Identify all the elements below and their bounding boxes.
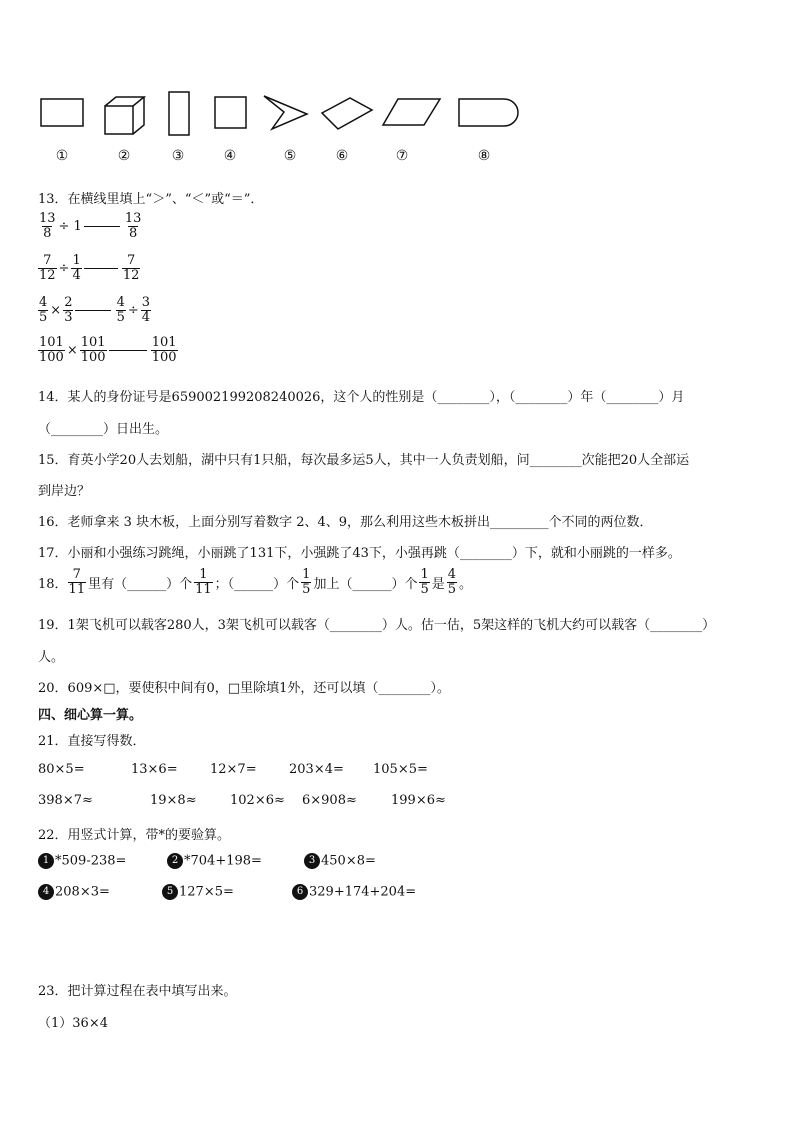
- circled-number-icon: 1: [38, 853, 54, 869]
- circled-number-icon: 4: [38, 884, 54, 900]
- circled-number-icon: 5: [162, 884, 178, 900]
- answer-blank[interactable]: [75, 310, 111, 311]
- q13-row2: $\frac{7}{12}$ ÷ $\frac{1}{4}$ $\frac{7}{12}$: [39, 253, 140, 283]
- answer-blank[interactable]: [109, 350, 147, 351]
- q18-text: 18． $\frac{7}{11}$ 里有（______）个 $\frac{1}{11}$ ；（______）个 $\frac{1}{5}$ 加上（______）个 $\frac{1}{5}$ 是 $\frac{4}{5}$ 。: [38, 567, 473, 597]
- section-4-heading: 四、细心算一算。: [38, 708, 143, 723]
- shape-label-4: ④: [223, 148, 237, 164]
- q23-text: 23．把计算过程在表中填写出来。: [38, 984, 237, 999]
- q21-item: 6×908≈: [302, 793, 357, 808]
- fraction: $\frac{3}{4}$: [141, 295, 151, 325]
- circled-number-icon: 3: [304, 853, 320, 869]
- shape-label-5: ⑤: [283, 148, 297, 164]
- q22-item: 1 *509-238=: [38, 853, 126, 869]
- q21-item: 398×7≈: [38, 793, 93, 808]
- q22-item: 5 127×5=: [162, 884, 234, 900]
- q22-text: 22．用竖式计算，带*的要验算。: [38, 828, 231, 843]
- shape-label-7: ⑦: [395, 148, 409, 164]
- q15-line1: 15．育英小学20人去划船，湖中只有1只船，每次最多运5人，其中一人负责划船，问________次能把20人全部运: [38, 453, 690, 468]
- fraction: $\frac{1}{4}$: [72, 253, 81, 283]
- shape-label-3: ③: [171, 148, 185, 164]
- q17-text: 17．小丽和小强练习跳绳，小丽跳了131下，小强跳了43下，小强再跳（________）下，就和小丽跳的一样多。: [38, 546, 681, 561]
- q21-item: 203×4=: [289, 762, 344, 777]
- q22-item: 6 329+174+204=: [292, 884, 416, 900]
- answer-blank[interactable]: [84, 268, 118, 269]
- q13-row4: $\frac{101}{100}$ × $\frac{101}{100}$ $\frac{101}{100}$: [39, 335, 177, 365]
- shape-7-parallelogram-icon: [382, 98, 442, 128]
- shape-6-kite-icon: [320, 96, 374, 132]
- fraction: $\frac{7}{11}$: [68, 567, 86, 597]
- fraction: $\frac{4}{5}$: [39, 295, 48, 325]
- shape-4-square-icon: [214, 96, 248, 130]
- fraction: $\frac{2}{3}$: [64, 295, 73, 325]
- shape-8-rounded-tab-icon: [458, 98, 520, 128]
- q19-line2: 人。: [38, 650, 65, 665]
- fraction: $\frac{1}{5}$: [420, 567, 429, 597]
- shape-3-tall-rectangle-icon: [168, 91, 192, 137]
- q22-item: 4 208×3=: [38, 884, 110, 900]
- q13-row3: $\frac{4}{5}$ × $\frac{2}{3}$ $\frac{4}{5}$ ÷ $\frac{3}{4}$: [39, 295, 151, 325]
- shape-1-rectangle-icon: [40, 98, 84, 128]
- fraction: $\frac{13}{8}$: [39, 211, 56, 241]
- q21-item: 199×6≈: [391, 793, 446, 808]
- q21-text: 21．直接写得数．: [38, 734, 146, 749]
- fraction: $\frac{1}{5}$: [302, 567, 311, 597]
- q22-item: 3 450×8=: [304, 853, 376, 869]
- answer-blank[interactable]: [84, 226, 120, 227]
- q21-item: 105×5=: [373, 762, 428, 777]
- q21-item: 19×8≈: [150, 793, 197, 808]
- q23-sub: （1）36×4: [38, 1016, 108, 1031]
- fraction: $\frac{101}{100}$: [39, 335, 64, 365]
- fraction: $\frac{13}{8}$: [124, 211, 142, 241]
- fraction: $\frac{4}{5}$: [447, 567, 457, 597]
- q21-item: 102×6≈: [230, 793, 285, 808]
- q14-line1: 14．某人的身份证号是659002199208240026，这个人的性别是（________），（________）年（________）月: [38, 390, 685, 405]
- shape-label-6: ⑥: [335, 148, 349, 164]
- q21-item: 80×5=: [38, 762, 85, 777]
- fraction: $\frac{101}{100}$: [80, 335, 106, 365]
- q15-line2: 到岸边？: [38, 484, 91, 499]
- shape-5-arrowhead-icon: [262, 94, 310, 132]
- shape-label-8: ⑧: [477, 148, 491, 164]
- shape-label-1: ①: [55, 148, 69, 164]
- shape-label-2: ②: [117, 148, 131, 164]
- fraction: $\frac{4}{5}$: [116, 295, 125, 325]
- q13-row1: $\frac{13}{8}$ ÷ 1 $\frac{13}{8}$: [39, 211, 142, 241]
- fraction: $\frac{101}{100}$: [151, 335, 177, 365]
- q21-item: 12×7=: [210, 762, 257, 777]
- q22-item: 2 *704+198=: [167, 853, 262, 869]
- q21-item: 13×6=: [131, 762, 178, 777]
- shape-2-cube-icon: [104, 96, 146, 136]
- q13-text: 13．在横线里填上“＞”、“＜”或“＝”．: [38, 192, 264, 207]
- q14-line2: （________）日出生。: [38, 422, 169, 437]
- fraction: $\frac{7}{12}$: [39, 253, 56, 283]
- q16-text: 16．老师拿来 3 块木板，上面分别写着数字 2、4、9，那么利用这些木板拼出_________个不同的两位数．: [38, 515, 653, 530]
- circled-number-icon: 6: [292, 884, 308, 900]
- circled-number-icon: 2: [167, 853, 183, 869]
- q19-line1: 19．1架飞机可以载客280人，3架飞机可以载客（________）人。估一估，5架这样的飞机大约可以载客（________）: [38, 618, 716, 633]
- fraction: $\frac{7}{12}$: [122, 253, 140, 283]
- q20-text: 20．609×□，要使积中间有0，□里除填1外，还可以填（________）。: [38, 681, 450, 696]
- fraction: $\frac{1}{11}$: [195, 567, 212, 597]
